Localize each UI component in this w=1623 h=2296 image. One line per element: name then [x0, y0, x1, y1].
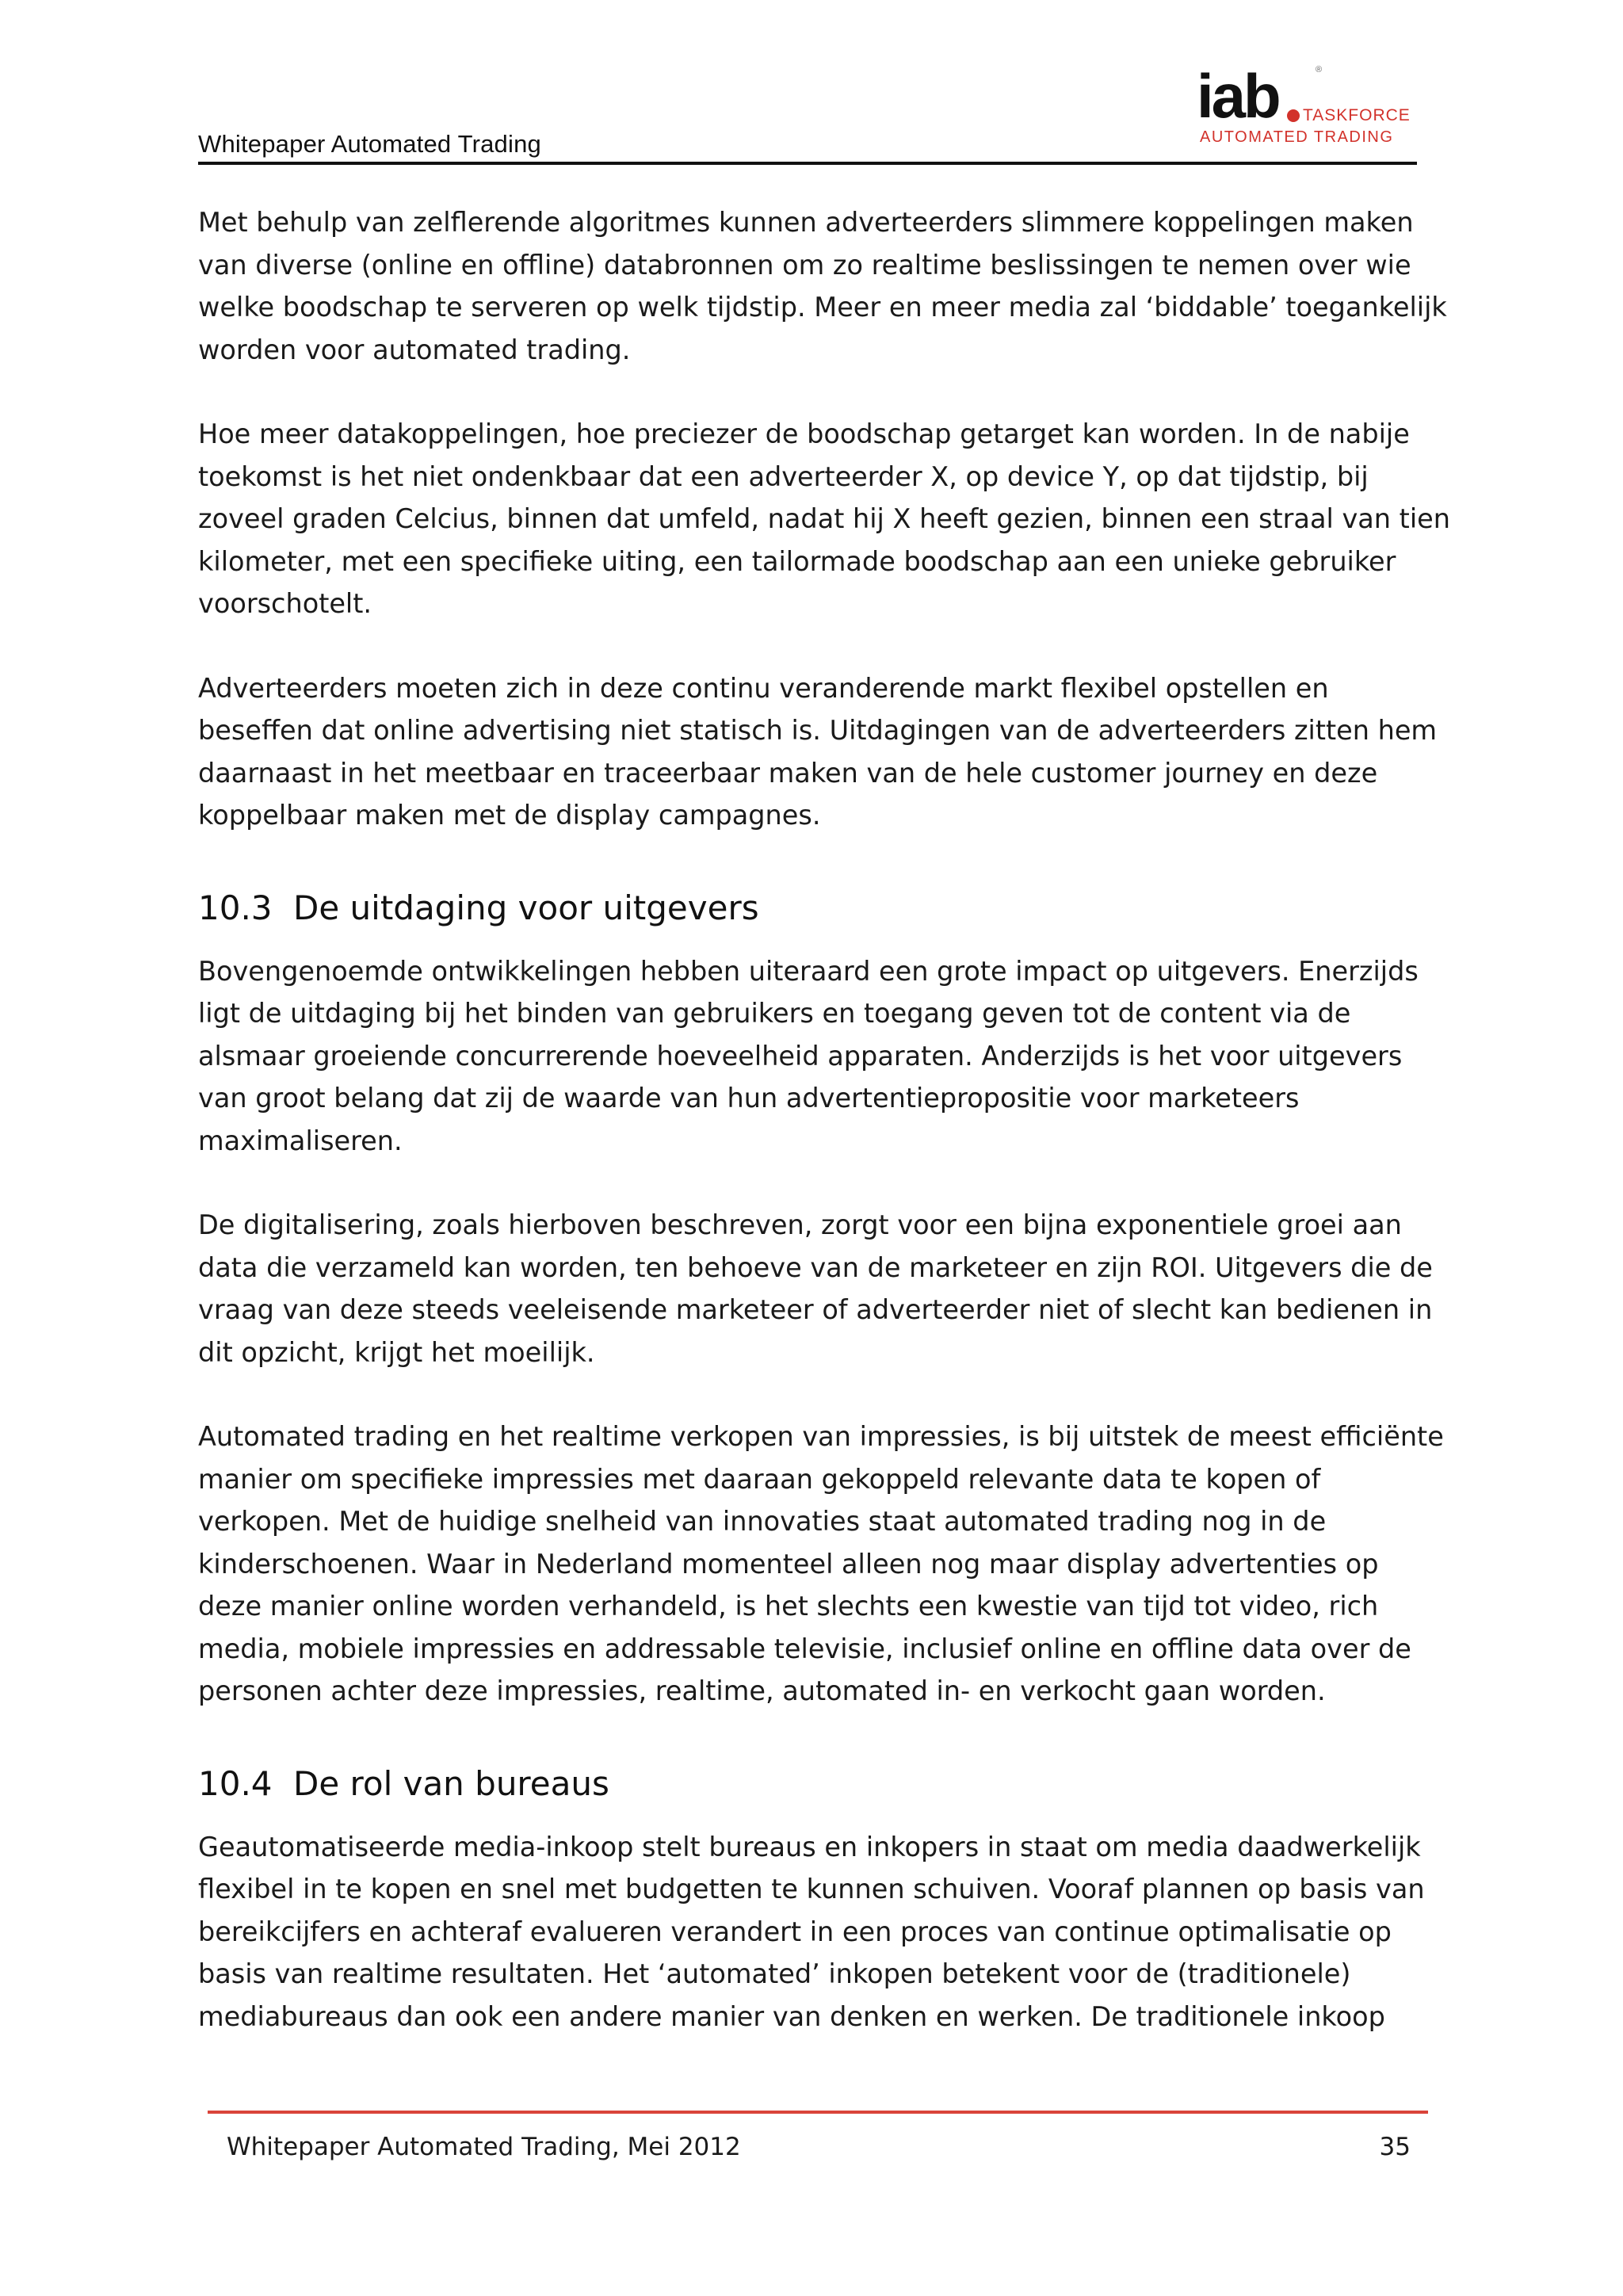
- page-footer: [208, 2111, 1428, 2161]
- page-number: 35: [1379, 2133, 1411, 2161]
- iab-taskforce-logo: [1197, 61, 1411, 152]
- logo-red-dot-icon: [1287, 109, 1300, 122]
- section-title: De rol van bureaus: [293, 1763, 609, 1803]
- section-number: 10.3: [198, 888, 273, 927]
- page-header: [198, 48, 1417, 165]
- page-content: [198, 201, 1450, 2080]
- section-heading-10-4: [198, 1755, 1450, 1805]
- logo-taskforce-text: TASKFORCE: [1303, 106, 1411, 124]
- paragraph-uitgevers-impact: Bovengenoemde ontwikkelingen hebben uiteraard een grote impact op uitgevers. Enerzijds ligt de uitdaging bij het binden van gebruikers en toegang geven tot de content via de alsmaar groeiende concurrerende hoeveelheid apparaten. Anderzijds is het voor uitgevers van groot belang dat zij de waarde van hun advertentiepropositie voor marketeers maximaliseren.: [198, 955, 1419, 1156]
- logo-registered-mark: ®: [1316, 65, 1323, 74]
- logo-automated-trading-text: AUTOMATED TRADING: [1200, 128, 1394, 146]
- paragraph-media-inkoop: Geautomatiseerde media-inkoop stelt bureaus en inkopers in staat om media daadwerkelijk flexibel in te kopen en snel met budgetten te kunnen schuiven. Vooraf plannen op basis van bereikcijfers en achteraf evalueren verandert in een proces van continue optimalisatie op basis van realtime resultaten. Het ‘automated’ inkopen betekent voor de (traditionele) mediabureaus dan ook een andere manier van denken en werken. De traditionele inkoop: [198, 1831, 1425, 2032]
- footer-document-title: Whitepaper Automated Trading, Mei 2012: [227, 2133, 741, 2161]
- section-heading-10-3: [198, 879, 1450, 930]
- header-title: Whitepaper Automated Trading: [198, 130, 541, 158]
- section-number: 10.4: [198, 1763, 273, 1803]
- footer-divider: [208, 2111, 1428, 2114]
- section-title: De uitdaging voor uitgevers: [293, 888, 759, 927]
- paragraph-datakoppelingen: Hoe meer datakoppelingen, hoe preciezer de boodschap getarget kan worden. In de nabije toekomst is het niet ondenkbaar dat een adverteerder X, op device Y, op dat tijdstip, bij zoveel graden Celcius, binnen dat umfeld, nadat hij X heeft gezien, binnen een straal van tien kilometer, met een specifieke uiting, een tailormade boodschap aan een unieke gebruiker voorschotelt.: [198, 418, 1450, 619]
- paragraph-automated-trading: Automated trading en het realtime verkopen van impressies, is bij uitstek de meest efficiënte manier om specifieke impressies met daaraan gekoppeld relevante data te kopen of verkopen. Met de huidige snelheid van innovaties staat automated trading nog in de kinderschoenen. Waar in Nederland momenteel alleen nog maar display advertenties op deze manier online worden verhandeld, is het slechts een kwestie van tijd tot video, rich media, mobiele impressies en addressable televisie, inclusief online en offline data over de personen achter deze impressies, realtime, automated in- en verkocht gaan worden.: [198, 1421, 1444, 1706]
- logo-iab-wordmark: iab: [1197, 61, 1279, 131]
- paragraph-algoritmes: Met behulp van zelflerende algoritmes kunnen adverteerders slimmere koppelingen maken van diverse (online en offline) databronnen om zo realtime beslissingen te nemen over wie welke boodschap te serveren op welk tijdstip. Meer en meer media zal ‘biddable’ toegankelijk worden voor automated trading.: [198, 207, 1447, 365]
- header-divider: [198, 162, 1417, 165]
- paragraph-adverteerders: Adverteerders moeten zich in deze continu veranderende markt flexibel opstellen en beseffen dat online advertising niet statisch is. Uitdagingen van de adverteerders zitten hem daarnaast in het meetbaar en traceerbaar maken van de hele customer journey en deze koppelbaar maken met de display campagnes.: [198, 672, 1438, 831]
- paragraph-digitalisering: De digitalisering, zoals hierboven beschreven, zorgt voor een bijna exponentiele groei aan data die verzameld kan worden, ten behoeve van de marketeer en zijn ROI. Uitgevers die de vraag van deze steeds veeleisende marketeer of adverteerder niet of slecht kan bedienen in dit opzicht, krijgt het moeilijk.: [198, 1209, 1433, 1368]
